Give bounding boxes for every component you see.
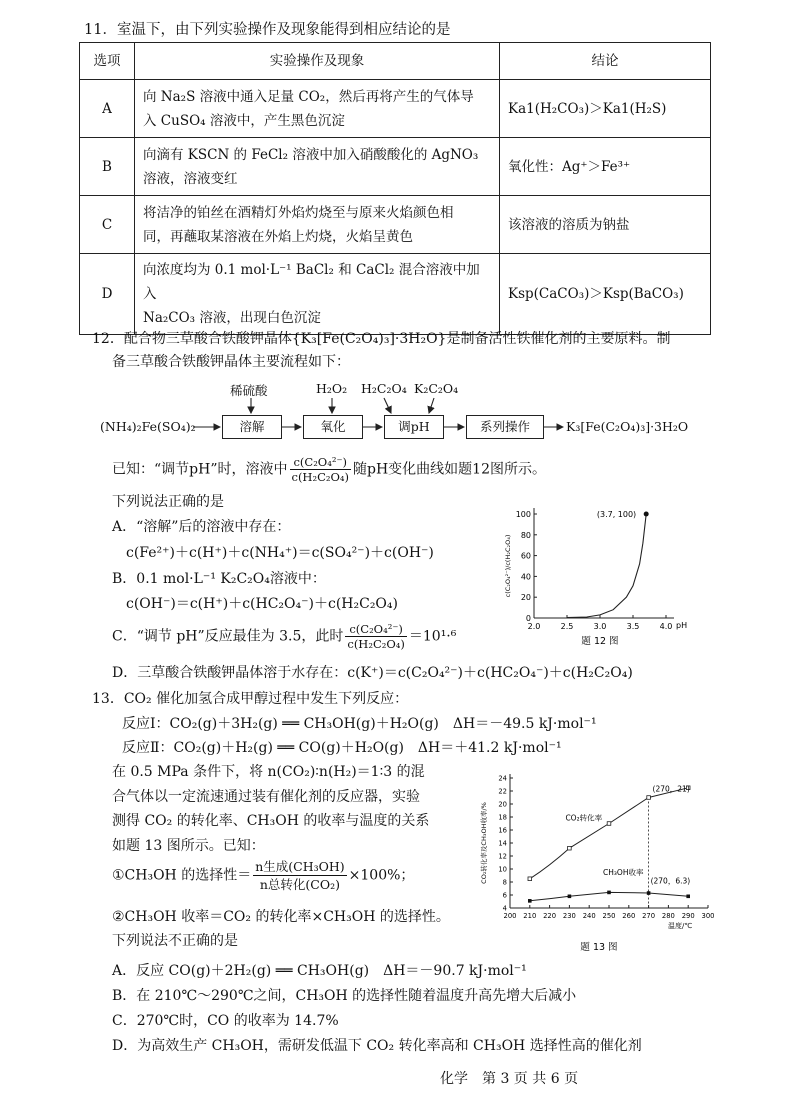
y-tick-label: 24: [498, 774, 507, 783]
x-tick-label: 2.5: [560, 622, 574, 631]
end-point: [644, 512, 649, 517]
row-option: B: [80, 138, 135, 196]
q12-known: 已知：“调节pH”时，溶液中 $\frac{\text{c(C₂O₄²⁻)}}{\text{c(H₂C₂O₄)}}$ 随pH变化曲线如题12图所示。: [112, 455, 546, 484]
x-tick-label: 270: [642, 912, 656, 920]
q13-ask: 下列说法不正确的是: [112, 933, 238, 949]
y-axis-label: c(C₂O₄²⁻)/c(H₂C₂O₄): [504, 534, 512, 598]
point-ch3oh-yield: [607, 891, 611, 895]
flow-arrows: [0, 0, 800, 460]
row-operation: 向浓度均为 0.1 mol·L⁻¹ BaCl₂ 和 CaCl₂ 混合溶液中加入 Na₂CO₃ 溶液，出现白色沉淀: [135, 254, 500, 335]
q12-option-c: C．“调节 pH”反应最佳为 3.5，此时 $\frac{\text{c(C₂O₄²⁻)}}{\text{c(H₂C₂O₄)}}$ ＝10¹·⁶: [112, 622, 457, 651]
q12-option-d: D．三草酸合铁酸钾晶体溶于水存在：c(K⁺)＝c(C₂O₄²⁻)＋c(HC₂O₄⁻)＋c(H₂C₂O₄): [112, 665, 633, 681]
x-tick-label: 230: [562, 912, 576, 920]
x-tick-label: 2.0: [527, 622, 541, 631]
ratio-num: c(C₂O₄²⁻): [290, 455, 352, 470]
x-tick-label: 250: [602, 912, 616, 920]
row-conclusion: Ksp(CaCO₃)＞Ksp(BaCO₃): [500, 254, 711, 335]
flow-start: (NH₄)₂Fe(SO₄)₂: [100, 419, 196, 434]
q13-para-1: 在 0.5 MPa 条件下，将 n(CO₂)∶n(H₂)＝1∶3 的混: [112, 764, 425, 780]
header-conclusion: 结论: [500, 43, 711, 80]
annotation-270-6-3: (270，6.3): [650, 876, 691, 886]
q13-para-3: 测得 CO₂ 的转化率、CH₃OH 的收率与温度的关系: [112, 813, 430, 829]
point-ch3oh-yield: [686, 895, 690, 899]
point-ch3oh-yield: [528, 899, 532, 903]
q12-option-a-2: c(Fe²⁺)＋c(H⁺)＋c(NH₄⁺)＝c(SO₄²⁻)＋c(OH⁻): [126, 545, 434, 561]
y-tick-label: 18: [498, 813, 507, 822]
x-tick-label: 220: [543, 912, 557, 920]
q11-stem: 11．室温下，由下列实验操作及现象能得到相应结论的是: [84, 22, 451, 38]
x-axis-label: pH: [676, 621, 688, 630]
point-annotation: (3.7, 100): [596, 510, 637, 519]
q12-option-a-1: A．“溶解”后的溶液中存在：: [112, 519, 291, 535]
x-tick-label: 4.0: [659, 622, 673, 631]
y-tick-label: 20: [498, 800, 507, 809]
q12-option-b-1: B．0.1 mol·L⁻¹ K₂C₂O₄溶液中：: [112, 571, 326, 587]
y-axis-label: CO₂转化率及CH₃OH收率/%: [480, 802, 488, 884]
y-tick-label: 12: [498, 852, 507, 861]
header-operation: 实验操作及现象: [135, 43, 500, 80]
q12-stem-2: 备三草酸合铁酸钾晶体主要流程如下：: [112, 354, 350, 370]
y-tick-label: 14: [498, 839, 507, 848]
x-tick-label: 200: [503, 912, 517, 920]
header-option: 选项: [80, 43, 135, 80]
curve-ratio: [567, 514, 646, 618]
chart-13: [478, 768, 728, 958]
row-option: D: [80, 254, 135, 335]
y-tick-label: 20: [520, 593, 531, 603]
q13-para-2: 合气体以一定流速通过装有催化剂的反应器，实验: [112, 789, 420, 805]
q13-option-b: B．在 210℃～290℃之间，CH₃OH 的选择性随着温度升高先增大后减小: [112, 988, 577, 1004]
y-tick-label: 60: [520, 551, 531, 561]
y-tick-label: 16: [498, 826, 507, 835]
annotation-270-21: (270，21): [652, 784, 690, 794]
series-label-ch3oh: CH₃OH收率: [603, 867, 644, 877]
reagent-h2o2: H₂O₂: [316, 381, 348, 396]
q13-reaction-1: 反应Ⅰ：CO₂(g)＋3H₂(g) ══ CH₃OH(g)＋H₂O(g) ΔH＝－49.5 kJ·mol⁻¹: [122, 716, 597, 732]
x-tick-label: 3.0: [593, 622, 607, 631]
flow-box-adjust-ph: 调pH: [384, 415, 444, 439]
point-co2-conversion: [647, 796, 651, 800]
y-tick-label: 8: [502, 878, 507, 887]
point-co2-conversion: [607, 822, 611, 826]
x-tick-label: 260: [622, 912, 636, 920]
q12-ask: 下列说法正确的是: [112, 494, 224, 510]
page-footer: 化学 第 3 页 共 6 页: [440, 1071, 579, 1087]
flow-end: K₃[Fe(C₂O₄)₃]·3H₂O: [566, 419, 689, 434]
y-tick-label: 40: [520, 572, 531, 582]
chart-12: [488, 500, 688, 648]
x-tick-label: 280: [661, 912, 675, 920]
q13-selectivity: ①CH₃OH 的选择性＝ $\frac{\text{n生成(CH₃OH)}}{\text{n总转化(CO₂)}}$ ×100%；: [112, 859, 415, 892]
flow-box-oxidize: 氧化: [303, 415, 363, 439]
y-tick-label: 100: [515, 510, 531, 519]
row-option: A: [80, 80, 135, 138]
flow-box-series-ops: 系列操作: [466, 415, 544, 439]
x-tick-label: 3.5: [626, 622, 640, 631]
reagent-k2c2o4: K₂C₂O₄: [414, 381, 459, 396]
x-axis-label: 温度/℃: [668, 922, 693, 930]
q13-option-d: D．为高效生产 CH₃OH，需研发低温下 CO₂ 转化率高和 CH₃OH 选择性高的催化剂: [112, 1038, 642, 1054]
y-tick-label: 80: [520, 530, 531, 540]
x-tick-label: 240: [582, 912, 596, 920]
series-label-co2: CO₂转化率: [565, 813, 603, 823]
row-operation: 向滴有 KSCN 的 FeCl₂ 溶液中加入硝酸酸化的 AgNO₃ 溶液，溶液变红: [135, 138, 500, 196]
y-tick-label: 22: [498, 787, 507, 796]
q13-para-4: 如题 13 图所示。已知：: [112, 838, 265, 854]
q13-option-c: C．270℃时，CO 的收率为 14.7%: [112, 1013, 339, 1029]
point-co2-conversion: [528, 877, 532, 881]
q13-option-a: A．反应 CO(g)＋2H₂(g) ══ CH₃OH(g) ΔH＝－90.7 kJ·mol⁻¹: [112, 963, 527, 979]
q12-option-b-2: c(OH⁻)＝c(H⁺)＋c(HC₂O₄⁻)＋c(H₂C₂O₄): [126, 596, 398, 612]
q12-stem-1: 12．配合物三草酸合铁酸钾晶体{K₃[Fe(C₂O₄)₃]·3H₂O}是制备活性铁催化剂的主要原料。制: [92, 331, 671, 347]
row-conclusion: 该溶液的溶质为钠盐: [500, 196, 711, 254]
y-tick-label: 4: [502, 904, 507, 913]
reagent-h2c2o4: H₂C₂O₄: [361, 381, 407, 396]
point-ch3oh-yield: [647, 891, 651, 895]
row-option: C: [80, 196, 135, 254]
series-co2-conversion: [530, 788, 688, 879]
x-tick-label: 210: [523, 912, 537, 920]
row-conclusion: Ka1(H₂CO₃)＞Ka1(H₂S): [500, 80, 711, 138]
row-operation: 将洁净的铂丝在酒精灯外焰灼烧至与原来火焰颜色相 同，再蘸取某溶液在外焰上灼烧，火焰呈黄色: [135, 196, 500, 254]
flow-box-dissolve: 溶解: [222, 415, 282, 439]
chart-title: 题 12 图: [581, 636, 619, 647]
y-tick-label: 6: [502, 891, 507, 900]
ratio-den: c(H₂C₂O₄): [291, 470, 349, 484]
reagent-sulfuric: 稀硫酸: [230, 383, 268, 398]
x-tick-label: 300: [701, 912, 715, 920]
row-operation: 向 Na₂S 溶液中通入足量 CO₂，然后再将产生的气体导 入 CuSO₄ 溶液中，产生黑色沉淀: [135, 80, 500, 138]
q13-stem: 13．CO₂ 催化加氢合成甲醇过程中发生下列反应：: [92, 691, 409, 707]
x-tick-label: 290: [681, 912, 695, 920]
row-conclusion: 氧化性：Ag⁺＞Fe³⁺: [500, 138, 711, 196]
chart-title: 题 13 图: [580, 942, 618, 953]
point-co2-conversion: [568, 846, 572, 850]
q13-yield: ②CH₃OH 收率＝CO₂ 的转化率×CH₃OH 的选择性。: [112, 909, 450, 925]
q13-reaction-2: 反应Ⅱ：CO₂(g)＋H₂(g) ══ CO(g)＋H₂O(g) ΔH＝＋41.2 kJ·mol⁻¹: [122, 740, 562, 756]
point-ch3oh-yield: [568, 895, 572, 899]
y-tick-label: 10: [498, 865, 507, 874]
y-tick-label: 0: [525, 614, 531, 623]
